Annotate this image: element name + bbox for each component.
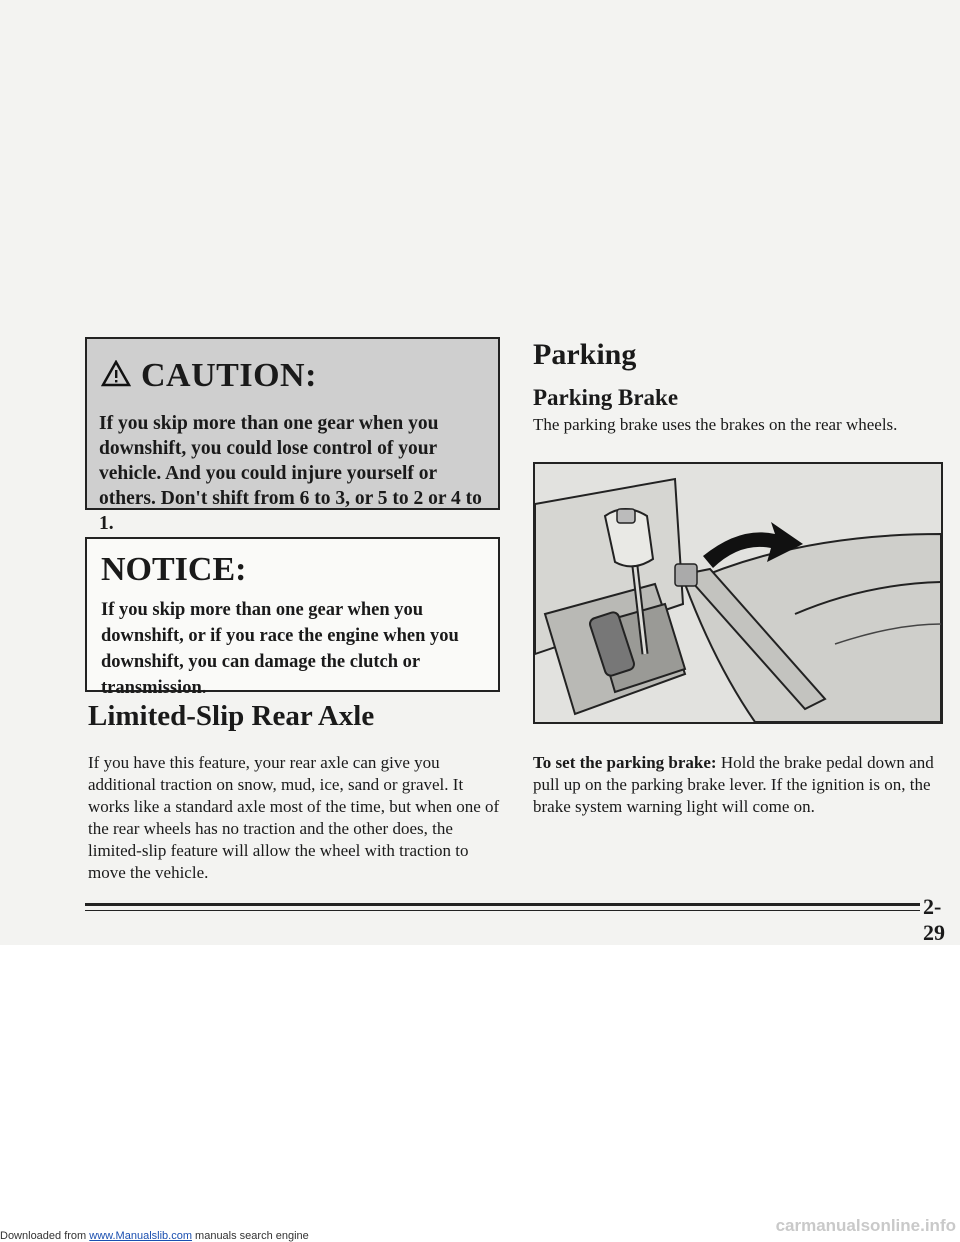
footer-rule-thick <box>85 903 920 906</box>
caution-box <box>85 337 500 534</box>
notice-box <box>85 537 500 698</box>
manualslib-link[interactable]: www.Manualslib.com <box>89 1230 192 1242</box>
parking-heading: Parking <box>533 338 637 371</box>
notice-title: NOTICE: <box>101 551 247 588</box>
site-watermark: carmanualsonline.info <box>775 1216 956 1235</box>
limited-slip-body: If you have this feature, your rear axle can give you additional traction on snow, mud, ice, sand or gravel. It works like a standard axle most of the time, but when one of the rear wheels has no traction and the other does, the limited-slip feature will allow the wheel with traction to move the vehicle. <box>88 753 500 882</box>
set-parking-brake-label: To set the parking brake: <box>533 753 717 772</box>
caution-text: If you skip more than one gear when you downshift, you could lose control of your vehicle. And you could injure yourself or others. Don't shift from 6 to 3, or 5 to 2 or 4 to 1. <box>99 413 482 534</box>
limited-slip-heading: Limited-Slip Rear Axle <box>88 700 375 732</box>
notice-text: If you skip more than one gear when you downshift, or if you race the engine when you downshift, you can damage the clutch or transmission. <box>101 600 459 698</box>
warning-triangle-icon <box>101 360 131 392</box>
parking-brake-heading: Parking Brake <box>533 385 679 410</box>
page-number: 2-29 <box>923 894 945 945</box>
parking-brake-illustration <box>533 462 943 724</box>
set-parking-brake-body: Hold the brake pedal down and pull up on the parking brake lever. If the ignition is on, the brake system warning light will come on. <box>533 753 934 816</box>
caution-title: CAUTION: <box>141 357 317 394</box>
set-parking-brake-text <box>533 752 943 818</box>
footer-suffix: manuals search engine <box>191 1230 309 1242</box>
footer-rule-thin <box>85 910 920 911</box>
parking-brake-intro: The parking brake uses the brakes on the rear wheels. <box>533 415 898 434</box>
footer-prefix: Downloaded from <box>0 1230 90 1242</box>
download-footer <box>0 1230 309 1242</box>
